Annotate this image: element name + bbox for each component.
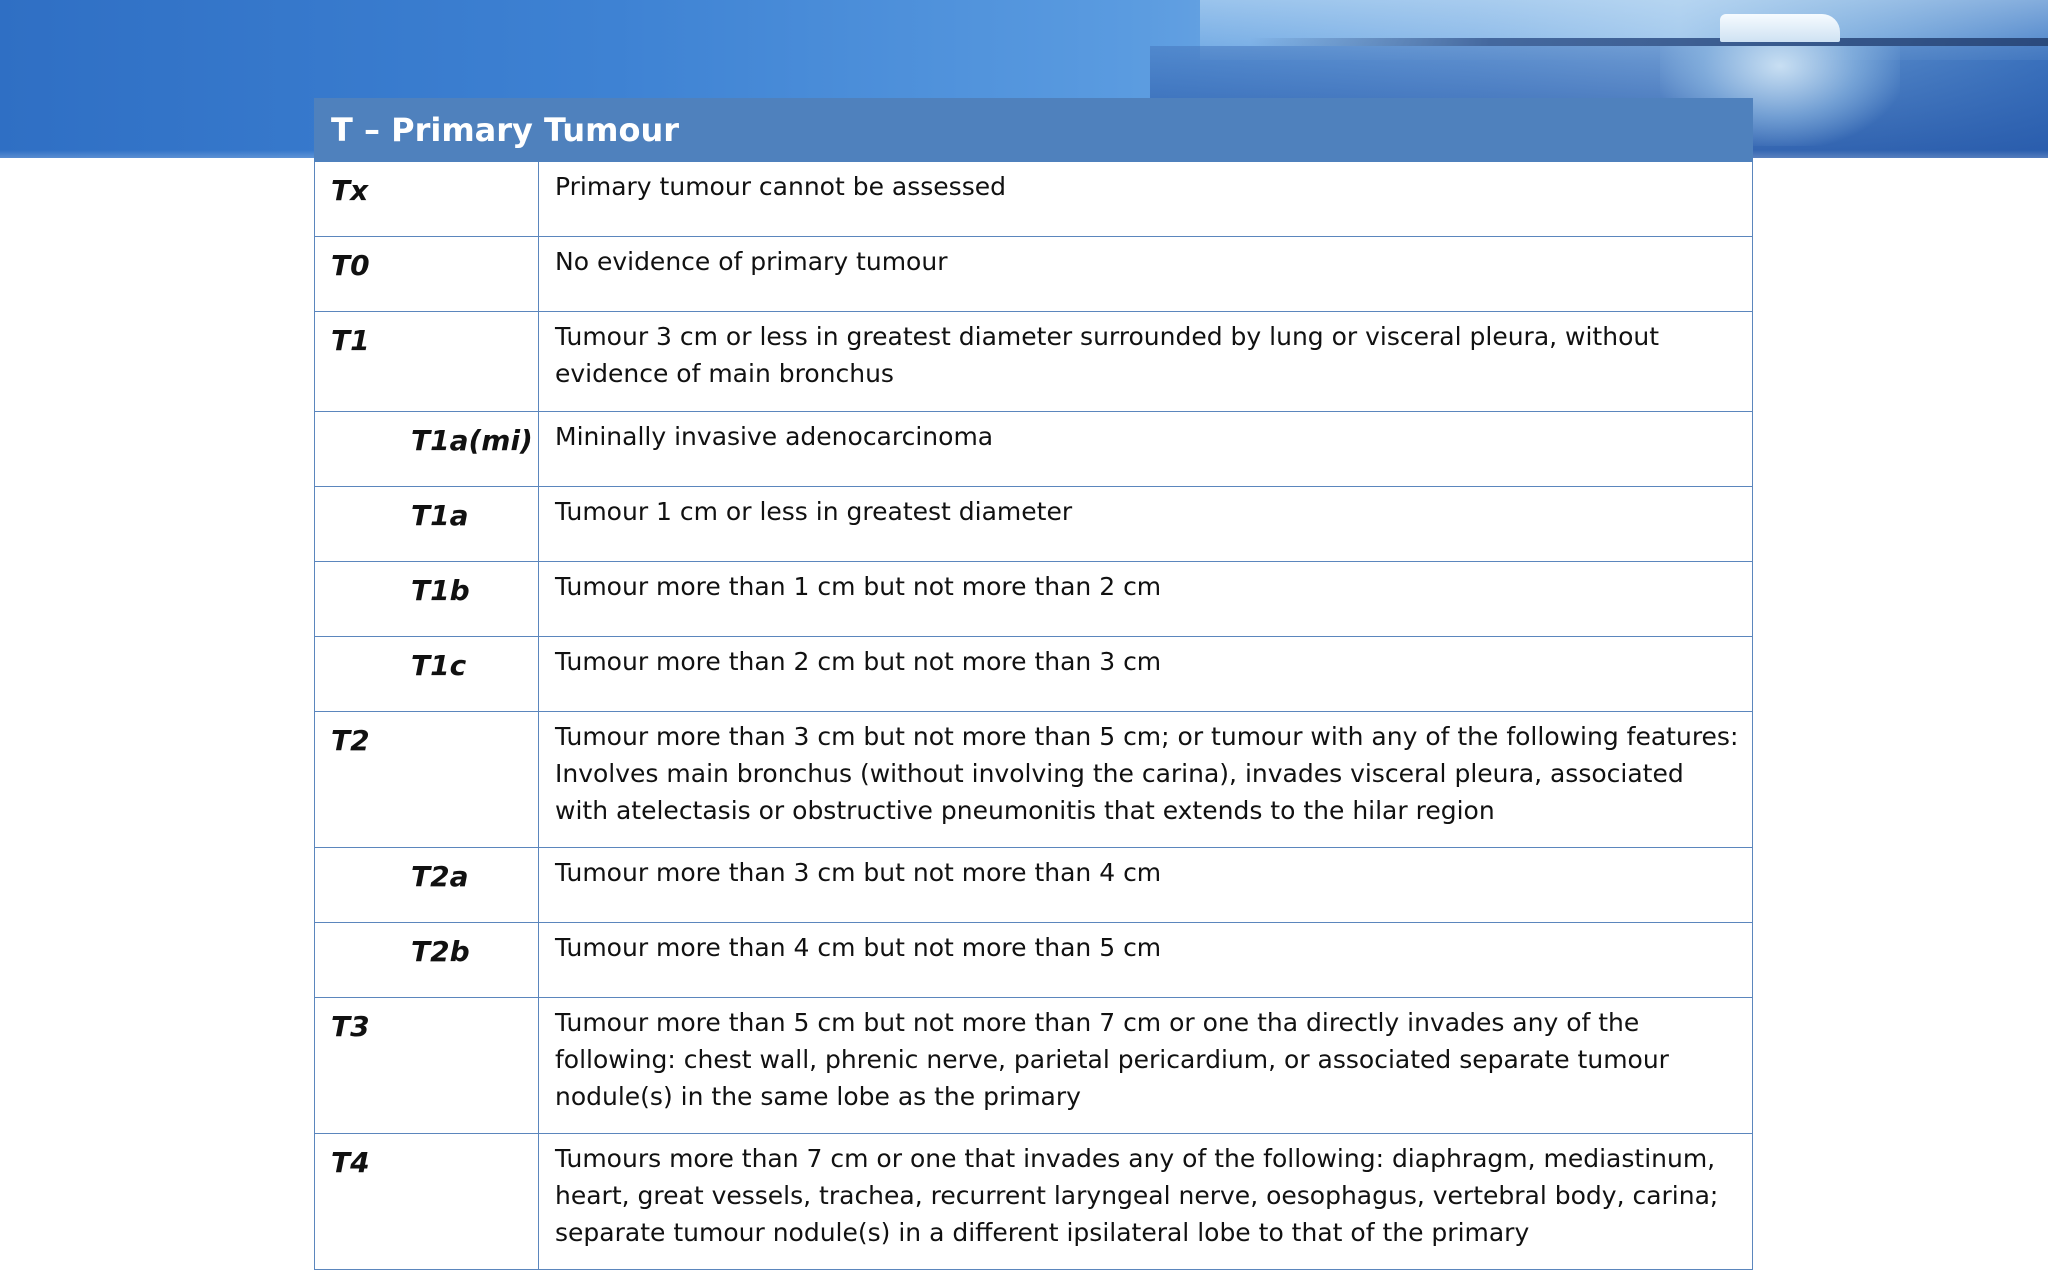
stage-code: T2b [315, 923, 539, 998]
table-row [315, 1134, 1753, 1270]
stage-description: Primary tumour cannot be assessed [539, 162, 1753, 237]
table-row [315, 487, 1753, 562]
stage-code: T0 [315, 237, 539, 312]
table-row [315, 848, 1753, 923]
stage-description: Tumour more than 3 cm but not more than 4 cm [539, 848, 1753, 923]
stage-description: Tumour more than 5 cm but not more than 7 cm or one tha directly invades any of the following: chest wall, phrenic nerve, parietal pericardium, or associated separate tumour nodule(s) in the same lobe as the primary [539, 998, 1753, 1134]
stage-code: T1b [315, 562, 539, 637]
table-row [315, 923, 1753, 998]
stage-code: T4 [315, 1134, 539, 1270]
stage-code: Tx [315, 162, 539, 237]
stage-code: T1a [315, 487, 539, 562]
table-row [315, 998, 1753, 1134]
table-title: T – Primary Tumour [315, 99, 1753, 162]
stage-code: T3 [315, 998, 539, 1134]
table-row [315, 712, 1753, 848]
banner-horizon [1250, 38, 2048, 46]
table-row [315, 562, 1753, 637]
stage-code: T1a(mi) [315, 412, 539, 487]
stage-description: Tumour more than 1 cm but not more than 2 cm [539, 562, 1753, 637]
stage-description: Tumour 1 cm or less in greatest diameter [539, 487, 1753, 562]
stage-description: Tumour more than 3 cm but not more than 5 cm; or tumour with any of the following features: Involves main bronchus (without involving the carina), invades visceral pleura, associated with atelectasis or obstructive pneumonitis that extends to the hilar region [539, 712, 1753, 848]
table-row [315, 237, 1753, 312]
stage-description: Tumour 3 cm or less in greatest diameter surrounded by lung or visceral pleura, without evidence of main bronchus [539, 312, 1753, 412]
iceberg-image [1720, 14, 1840, 42]
primary-tumour-table [314, 98, 1753, 1270]
stage-description: No evidence of primary tumour [539, 237, 1753, 312]
table-row [315, 637, 1753, 712]
stage-description: Tumour more than 4 cm but not more than 5 cm [539, 923, 1753, 998]
stage-code: T1 [315, 312, 539, 412]
table-row [315, 412, 1753, 487]
stage-description: Tumour more than 2 cm but not more than 3 cm [539, 637, 1753, 712]
stage-description: Mininally invasive adenocarcinoma [539, 412, 1753, 487]
table-row [315, 312, 1753, 412]
stage-code: T1c [315, 637, 539, 712]
table-row [315, 162, 1753, 237]
stage-code: T2a [315, 848, 539, 923]
stage-code: T2 [315, 712, 539, 848]
stage-description: Tumours more than 7 cm or one that invades any of the following: diaphragm, mediastinum, heart, great vessels, trachea, recurrent laryngeal nerve, oesophagus, vertebral body, carina; separate tumour nodule(s) in a different ipsilateral lobe to that of the primary [539, 1134, 1753, 1270]
